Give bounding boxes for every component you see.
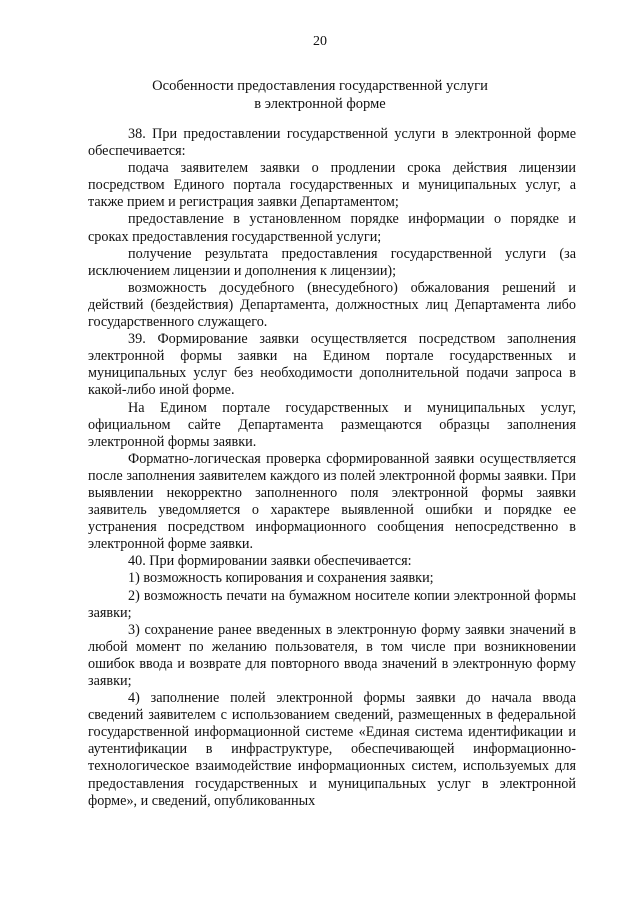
paragraph-40-item-2: 2) возможность печати на бумажном носителе копии электронной формы заявки;	[88, 587, 576, 621]
paragraph-38-item-information: предоставление в установленном порядке информации о порядке и сроках предоставления государственной услуги;	[88, 211, 576, 245]
paragraph-40-item-3: 3) сохранение ранее введенных в электронную форму заявки значений в любой момент по желанию пользователя, в том числе при возникновении ошибок ввода и возврате для повторного ввода значений в электронную форму заявки;	[88, 621, 576, 689]
document-body	[88, 126, 576, 810]
paragraph-38: 38. При предоставлении государственной услуги в электронной форме обеспечивается:	[88, 126, 576, 160]
paragraph-38-item-result: получение результата предоставления государственной услуги (за исключением лицензии и дополнения к лицензии);	[88, 245, 576, 279]
paragraph-38-item-appeal: возможность досудебного (внесудебного) обжалования решений и действий (бездействия) Департамента, должностных лиц Департамента либо государственного служащего.	[88, 279, 576, 331]
section-heading-line-2: в электронной форме	[254, 96, 386, 112]
paragraph-40-item-1: 1) возможность копирования и сохранения заявки;	[128, 570, 434, 587]
paragraph-39: 39. Формирование заявки осуществляется посредством заполнения электронной формы заявки на Едином портале государственных и муниципальных услуг без необходимости дополнительной подачи запроса в какой-либо иной форме.	[88, 331, 576, 399]
paragraph-38-item-submission: подача заявителем заявки о продлении срока действия лицензии посредством Единого портала государственных и муниципальных услуг, а также прием и регистрация заявки Департаментом;	[88, 160, 576, 211]
section-heading	[150, 77, 490, 113]
paragraph-40: 40. При формировании заявки обеспечивается:	[128, 553, 412, 570]
paragraph-39-samples: На Едином портале государственных и муниципальных услуг, официальном сайте Департамента размещаются образцы заполнения электронной формы заявки.	[88, 399, 576, 450]
page-number: 20	[313, 34, 327, 49]
section-heading-line-1: Особенности предоставления государственной услуги	[152, 78, 488, 94]
paragraph-39-validation: Форматно-логическая проверка сформированной заявки осуществляется после заполнения заявителем каждого из полей электронной формы заявки. При выявлении некорректно заполненного поля электронной формы заявки заявитель уведомляется о характере выявленной ошибки и порядке ее устранения посредством информационного сообщения непосредственно в электронной форме заявки.	[88, 450, 576, 553]
paragraph-40-item-4: 4) заполнение полей электронной формы заявки до начала ввода сведений заявителем с использованием сведений, размещенных в федеральной государственной информационной системе «Единая система идентификации и аутентификации в инфраструктуре, обеспечивающей информационно-технологическое взаимодействие информационных систем, используемых для предоставления государственных и муниципальных услуг в электронной форме», и сведений, опубликованных	[88, 690, 576, 809]
